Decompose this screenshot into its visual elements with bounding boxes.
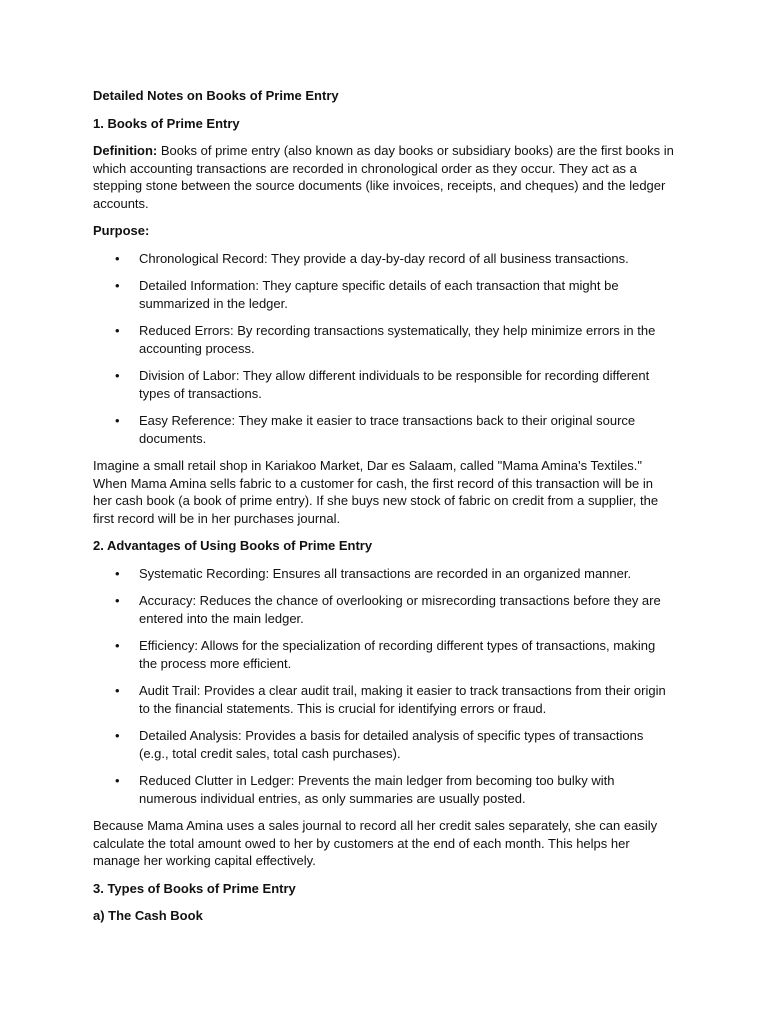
list-item: • Easy Reference: They make it easier to trace transactions back to their original source documents. <box>93 412 675 447</box>
section-3-heading: 3. Types of Books of Prime Entry <box>93 880 296 896</box>
section-1-heading: 1. Books of Prime Entry <box>93 115 240 131</box>
section-2-heading: 2. Advantages of Using Books of Prime Entry <box>93 538 373 553</box>
list-item: • Detailed Information: They capture specific details of each transaction that might be summarized in the ledger. <box>93 277 675 312</box>
example-paragraph-2: Because Mama Amina uses a sales journal to record all her credit sales separately, she can easily calculate the total amount owed to her by customers at the end of each month. This helps her manage her working capital effectively. <box>93 818 658 868</box>
list-item: • Reduced Clutter in Ledger: Prevents the main ledger from becoming too bulky with numerous individual entries, as only summaries are usually posted. <box>93 772 675 807</box>
example-paragraph-1: Imagine a small retail shop in Kariakoo Market, Dar es Salaam, called "Mama Amina's Textiles." When Mama Amina sells fabric to a customer for cash, the first record of this transaction will be in her cash book (a book of prime entry). If she buys new stock of fabric on credit from a supplier, the first record will be in her purchases journal. <box>93 458 659 526</box>
list-item: • Systematic Recording: Ensures all transactions are recorded in an organized manner. <box>93 565 675 583</box>
list-item: • Accuracy: Reduces the chance of overlooking or misrecording transactions before they are entered into the main ledger. <box>93 592 675 627</box>
list-item: • Efficiency: Allows for the specialization of recording different types of transactions, making the process more efficient. <box>93 637 675 672</box>
list-item: • Division of Labor: They allow different individuals to be responsible for recording different types of transactions. <box>93 367 675 402</box>
purpose-list <box>93 250 675 448</box>
definition-text: Books of prime entry (also known as day books or subsidiary books) are the first books in which accounting transactions are recorded in chronological order as they occur. They act as a stepping stone between the source documents (like invoices, receipts, and cheques) and the ledger accounts. <box>93 143 674 211</box>
definition-label: Definition: <box>93 143 158 158</box>
list-item: • Chronological Record: They provide a day-by-day record of all business transactions. <box>93 250 675 268</box>
document-title: Detailed Notes on Books of Prime Entry <box>93 88 339 103</box>
advantages-list <box>93 565 675 808</box>
purpose-label: Purpose: <box>93 223 150 238</box>
definition-paragraph <box>93 142 675 212</box>
list-item: • Detailed Analysis: Provides a basis for detailed analysis of specific types of transactions (e.g., total credit sales, total cash purchases). <box>93 727 675 762</box>
list-item: • Reduced Errors: By recording transactions systematically, they help minimize errors in the accounting process. <box>93 322 675 357</box>
cash-book-subheading: a) The Cash Book <box>93 908 203 923</box>
list-item: • Audit Trail: Provides a clear audit trail, making it easier to track transactions from their origin to the financial statements. This is crucial for identifying errors or fraud. <box>93 682 675 717</box>
